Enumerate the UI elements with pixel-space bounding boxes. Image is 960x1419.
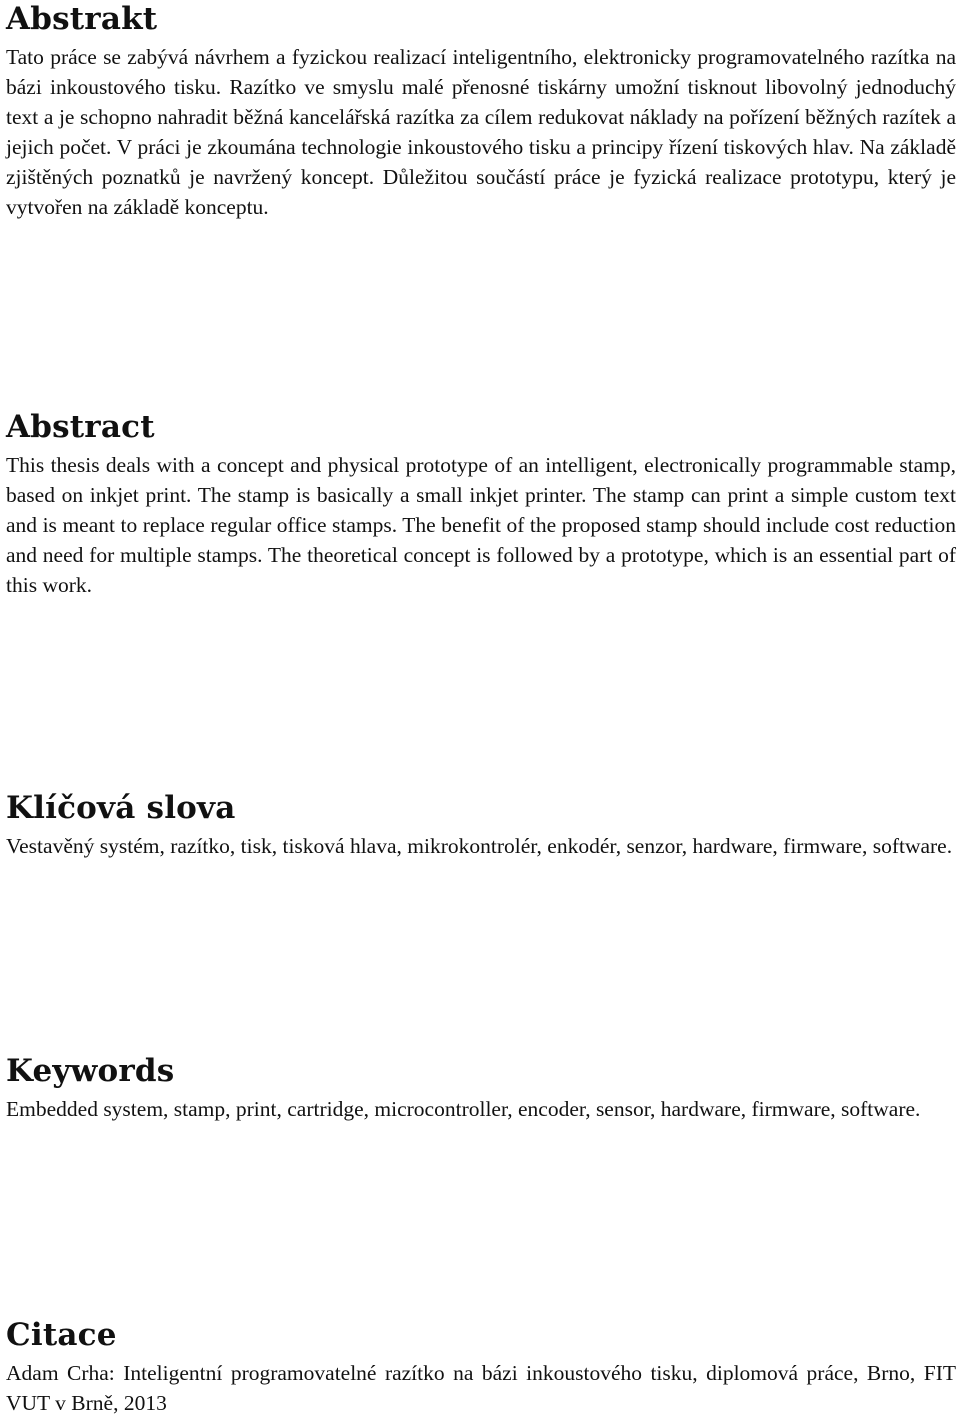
klicova-slova-section [6,789,956,861]
keywords-heading: Keywords [6,1053,175,1089]
keywords-text: Embedded system, stamp, print, cartridge, microcontroller, encoder, sensor, hardware, firmware, software. [6,1097,921,1121]
citace-heading: Citace [6,1317,117,1353]
keywords-section [6,1052,956,1124]
abstract-heading: Abstract [6,409,155,445]
klicova-slova-heading: Klíčová slova [6,790,236,826]
abstrakt-section [6,0,956,222]
klicova-slova-text: Vestavěný systém, razítko, tisk, tisková hlava, mikrokontrolér, enkodér, senzor, hardware, firmware, software. [6,834,953,858]
citace-section [6,1316,956,1418]
citace-text: Adam Crha: Inteligentní programovatelné razítko na bázi inkoustového tisku, diplomová práce, Brno, FIT VUT v Brně, 2013 [6,1361,956,1415]
abstract-section [6,408,956,600]
abstrakt-text: Tato práce se zabývá návrhem a fyzickou realizací inteligentního, elektronicky programovatelného razítka na bázi inkoustového tisku. Razítko ve smyslu malé přenosné tiskárny umožní tisknout libovolný jednoduchý text a je schopno nahradit běžná kancelářská razítka za cílem redukovat náklady na pořízení běžných razítek a jejich počet. V práci je zkoumána technologie inkoustového tisku a principy řízení tiskových hlav. Na základě zjištěných poznatků je navržený koncept. Důležitou součástí práce je fyzická realizace prototypu, který je vytvořen na základě konceptu. [6,45,956,219]
abstrakt-heading: Abstrakt [6,1,158,37]
abstract-text: This thesis deals with a concept and physical prototype of an intelligent, electronically programmable stamp, based on inkjet print. The stamp is basically a small inkjet printer. The stamp can print a simple custom text and is meant to replace regular office stamps. The benefit of the proposed stamp should include cost reduction and need for multiple stamps. The theoretical concept is followed by a prototype, which is an essential part of this work. [6,453,956,597]
